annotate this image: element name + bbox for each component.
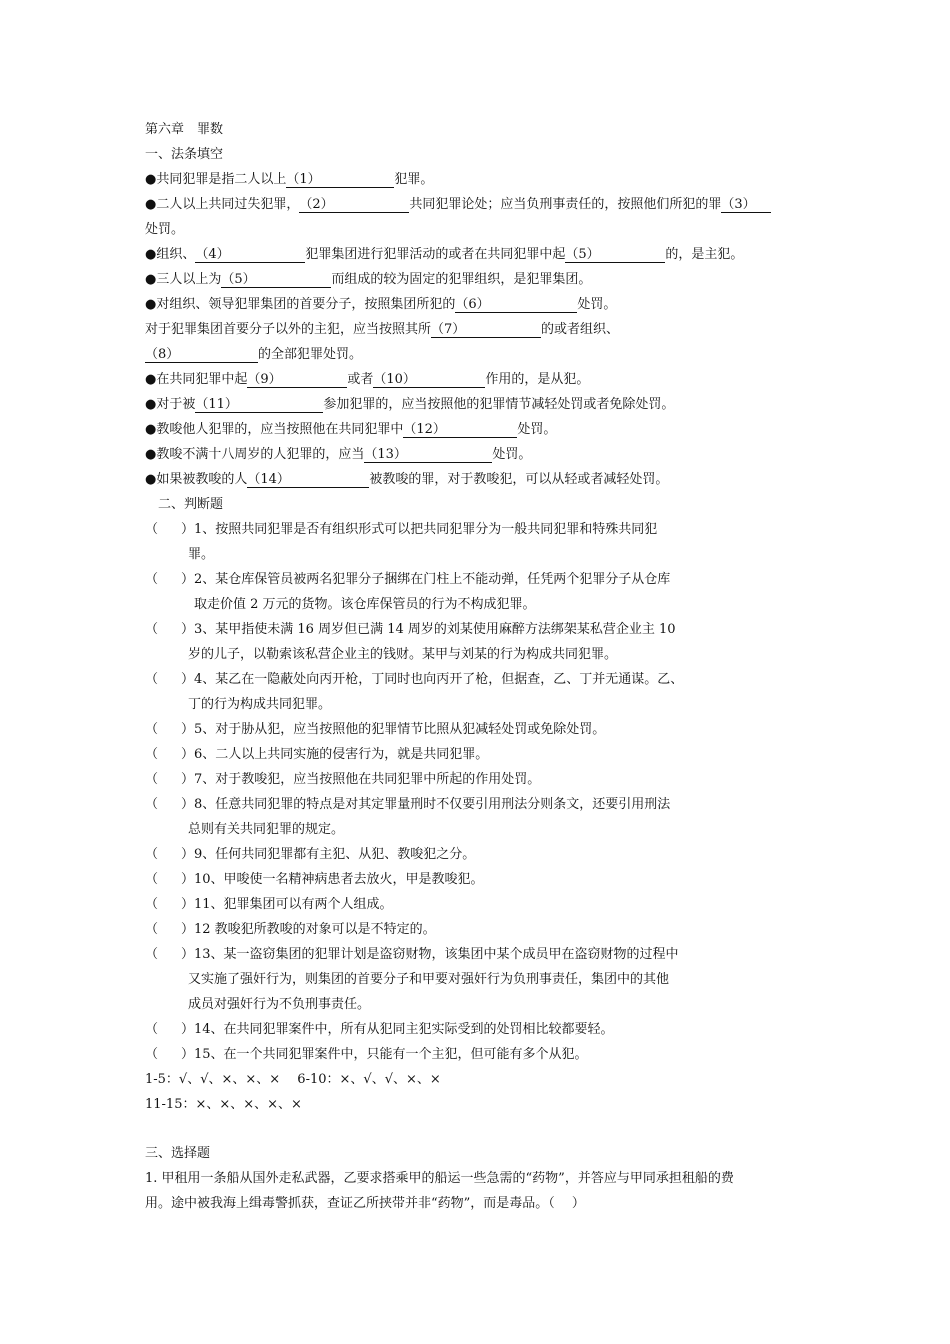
paren: （	[145, 847, 159, 862]
judge-q4-cont: 丁的行为构成共同犯罪。	[188, 697, 332, 712]
text: ）3、某甲指使未满 16 周岁但已满 14 周岁的刘某使用麻醉方法绑架某私营企业主 10	[181, 622, 676, 637]
fill-line-5	[145, 296, 616, 314]
blank-10: （10）	[373, 372, 485, 388]
text: ）1、按照共同犯罪是否有组织形式可以把共同犯罪分为一般共同犯罪和特殊共同犯	[181, 522, 658, 537]
fill-line-3	[145, 246, 743, 264]
text: ）7、对于教唆犯，应当按照他在共同犯罪中所起的作用处罚。	[181, 772, 541, 787]
blank-6: （6）	[455, 297, 577, 313]
judge-q2	[145, 571, 670, 589]
fill-line-8	[145, 396, 674, 414]
blank-1: （1）	[286, 172, 394, 188]
text: ●组织、	[145, 247, 196, 262]
paren: （	[145, 1022, 159, 1037]
text: ）10、甲唆使一名精神病患者去放火，甲是教唆犯。	[181, 872, 484, 887]
text: ●在共同犯罪中起	[145, 372, 248, 387]
text: 犯罪。	[394, 172, 434, 187]
fill-line-4	[145, 271, 591, 289]
blank-13: （13）	[364, 447, 492, 463]
text: 参加犯罪的，应当按照他的犯罪情节减轻处罚或者免除处罚。	[323, 397, 675, 412]
fill-line-9	[145, 421, 556, 439]
judge-q3	[145, 621, 676, 639]
text: 的全部犯罪处罚。	[258, 347, 363, 362]
judge-q13-cont-1: 又实施了强奸行为，则集团的首要分子和甲要对强奸行为负刑事责任，集团中的其他	[188, 972, 670, 987]
text: ）14、在共同犯罪案件中，所有从犯同主犯实际受到的处罚相比较都要轻。	[181, 1022, 614, 1037]
paren: （	[145, 722, 159, 737]
chapter-title: 第六章 罪数	[145, 122, 224, 137]
fill-line-2	[145, 196, 771, 214]
judge-q11	[145, 896, 393, 914]
text: 的或者组织、	[541, 322, 620, 337]
judge-q6	[145, 746, 488, 764]
text: ）8、任意共同犯罪的特点是对其定罪量刑时不仅要引用刑法分则条文，还要引用刑法	[181, 797, 671, 812]
text: ）12 教唆犯所教唆的对象可以是不特定的。	[181, 922, 436, 937]
text: ）11、犯罪集团可以有两个人组成。	[181, 897, 393, 912]
paren: （	[145, 522, 159, 537]
text: ●共同犯罪是指二人以上	[145, 172, 287, 187]
judge-q9	[145, 846, 475, 864]
judge-q1	[145, 521, 657, 539]
text: 作用的，是从犯。	[485, 372, 590, 387]
judge-q1-cont: 罪。	[188, 547, 215, 562]
text: ●三人以上为	[145, 272, 222, 287]
paren: （	[145, 797, 159, 812]
text: ●对于被	[145, 397, 196, 412]
text: ）9、任何共同犯罪都有主犯、从犯、教唆犯之分。	[181, 847, 476, 862]
text: ●如果被教唆的人	[145, 472, 248, 487]
paren: （	[145, 897, 159, 912]
blank-2: （2）	[299, 197, 409, 213]
paren: （	[145, 922, 159, 937]
section-title-fill-in: 一、法条填空	[145, 147, 224, 162]
blank-7: （7）	[431, 322, 541, 338]
judge-q4	[145, 671, 683, 689]
text: 或者	[347, 372, 374, 387]
judge-q3-cont: 岁的儿子，以勒索该私营企业主的钱财。某甲与刘某的行为构成共同犯罪。	[188, 647, 618, 662]
choice-q1: 1. 甲租用一条船从国外走私武器，乙要求搭乘甲的船运一些急需的“药物”，并答应与甲同承担租船的费	[145, 1171, 734, 1186]
text: ●教唆不满十八周岁的人犯罪的，应当	[145, 447, 365, 462]
answer-line-1: 1-5：√、√、×、×、× 6-10：×、√、√、×、×	[145, 1072, 441, 1087]
paren: （	[145, 872, 159, 887]
judge-q5	[145, 721, 605, 739]
text: ●对组织、领导犯罪集团的首要分子，按照集团所犯的	[145, 297, 456, 312]
paren: （	[145, 622, 159, 637]
fill-line-6-cont	[145, 346, 362, 364]
text: 对于犯罪集团首要分子以外的主犯，应当按照其所	[145, 322, 432, 337]
blank-3: （3）	[721, 197, 771, 213]
fill-line-11	[145, 471, 668, 489]
text: ）2、某仓库保管员被两名犯罪分子捆绑在门柱上不能动弹，任凭两个犯罪分子从仓库	[181, 572, 671, 587]
text: 处罚。	[492, 447, 532, 462]
fill-line-1	[145, 171, 433, 189]
judge-q14	[145, 1021, 614, 1039]
blank-5b: （5）	[221, 272, 331, 288]
text: 犯罪集团进行犯罪活动的或者在共同犯罪中起	[305, 247, 566, 262]
judge-q8	[145, 796, 670, 814]
judge-q13-cont-2: 成员对强奸行为不负刑事责任。	[188, 997, 371, 1012]
text: 的，是主犯。	[665, 247, 744, 262]
fill-line-7	[145, 371, 589, 389]
text: 处罚。	[517, 422, 557, 437]
text: ●教唆他人犯罪的，应当按照他在共同犯罪中	[145, 422, 404, 437]
judge-q15	[145, 1046, 588, 1064]
blank-14: （14）	[247, 472, 369, 488]
section-title-judgment: 二、判断题	[158, 497, 224, 512]
judge-q10	[145, 871, 484, 889]
judge-q8-cont: 总则有关共同犯罪的规定。	[188, 822, 345, 837]
text: ）15、在一个共同犯罪案件中，只能有一个主犯，但可能有多个从犯。	[181, 1047, 588, 1062]
text: ●二人以上共同过失犯罪，	[145, 197, 300, 212]
blank-5: （5）	[565, 247, 665, 263]
text: ）4、某乙在一隐蔽处向丙开枪，丁同时也向丙开了枪，但据查，乙、丁并无通谋。乙、	[181, 672, 684, 687]
text: 被教唆的罪，对于教唆犯，可以从轻或者减轻处罚。	[369, 472, 669, 487]
text: 处罚。	[577, 297, 617, 312]
text: 共同犯罪论处；应当负刑事责任的，按照他们所犯的罪	[409, 197, 722, 212]
text: ）5、对于胁从犯，应当按照他的犯罪情节比照从犯减轻处罚或免除处罚。	[181, 722, 606, 737]
paren: （	[145, 672, 159, 687]
text: ）13、某一盗窃集团的犯罪计划是盗窃财物，该集团中某个成员甲在盗窃财物的过程中	[181, 947, 679, 962]
judge-q12	[145, 921, 436, 939]
blank-9: （9）	[247, 372, 347, 388]
paren: （	[145, 572, 159, 587]
fill-line-10	[145, 446, 531, 464]
fill-line-6	[145, 321, 619, 339]
paren: （	[145, 1047, 159, 1062]
text: ）6、二人以上共同实施的侵害行为，就是共同犯罪。	[181, 747, 489, 762]
judge-q13	[145, 946, 679, 964]
blank-11: （11）	[195, 397, 323, 413]
fill-line-2-cont: 处罚。	[145, 222, 185, 237]
answer-line-2: 11-15：×、×、×、×、×	[145, 1097, 302, 1112]
judge-q7	[145, 771, 540, 789]
section-title-choice: 三、选择题	[145, 1146, 211, 1161]
choice-q1-cont: 用。途中被我海上缉毒警抓获，查证乙所挟带并非“药物”，而是毒品。（ ）	[145, 1196, 585, 1211]
blank-12: （12）	[403, 422, 517, 438]
paren: （	[145, 947, 159, 962]
text: 而组成的较为固定的犯罪组织，是犯罪集团。	[331, 272, 592, 287]
judge-q2-cont: 取走价值 2 万元的货物。该仓库保管员的行为不构成犯罪。	[194, 597, 536, 612]
blank-4: （4）	[195, 247, 305, 263]
paren: （	[145, 772, 159, 787]
blank-8: （8）	[145, 347, 258, 363]
paren: （	[145, 747, 159, 762]
